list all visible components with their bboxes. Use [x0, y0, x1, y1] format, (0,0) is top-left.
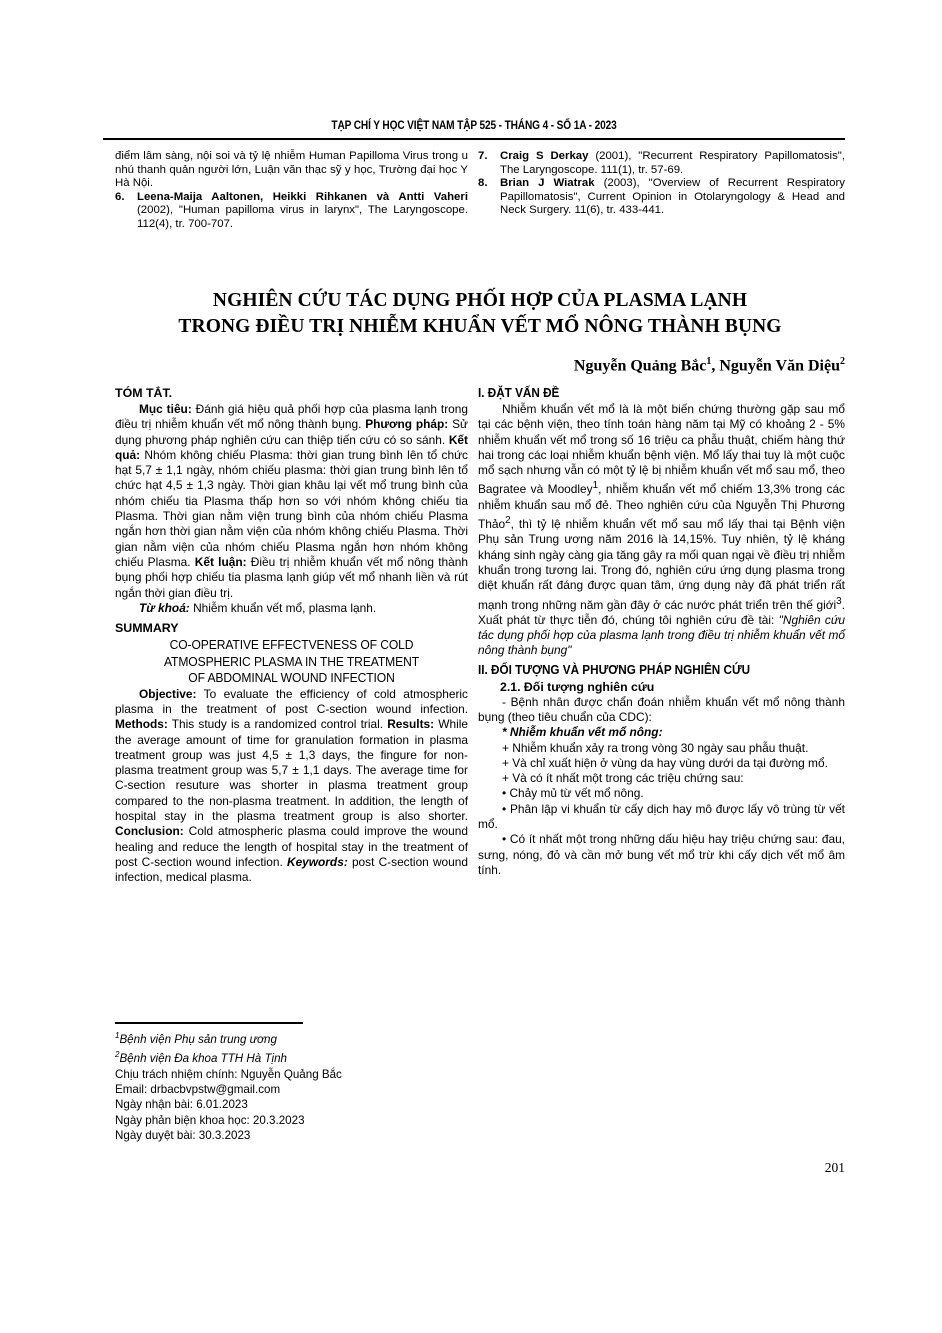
reference-item [478, 150, 845, 177]
right-column [478, 385, 845, 878]
reference-continuation: điểm lâm sàng, nội soi và tỷ lệ nhiễm Human Papilloma Virus trong u nhú thanh quản người lớn, Luận văn thạc sỹ y học, Trường đại học Y Hà Nội. [115, 150, 468, 190]
section-1-text-d: . Xuất phát từ thực tiễn đó, chúng tôi nghiên cứu đề tài: [478, 597, 845, 627]
criteria-bullet-item-2: • Phân lập vi khuẩn từ cấy dịch hay mô được lấy vô trùng từ vết mổ. [478, 801, 845, 832]
section-1-heading: I. ĐẶT VẤN ĐỀ [478, 386, 560, 400]
reference-number: 8. [478, 177, 488, 190]
citation-marker-3: 3 [836, 595, 842, 607]
criteria-plus-item-1: + Nhiễm khuẩn xảy ra trong vòng 30 ngày sau phẫu thuật. [502, 740, 809, 755]
text-objective-en: To evaluate the efficiency of cold atmospheric plasma in the treatment of post C-section wound infection. [115, 686, 468, 716]
text-conclusion-en: Cold atmospheric plasma could improve the wound healing and reduce the length of hospital stay in the treatment of post C-section wound infection. [115, 824, 468, 869]
abstract-vi-body [115, 402, 468, 601]
reference-detail: (2001), "Recurrent Respiratory Papillomatosis", The Laryngoscope. 111(1), tr. 57-69. [500, 150, 845, 176]
abstract-en-title [122, 637, 461, 687]
text-keywords-en: post C-section wound infection, medical plasma. [115, 854, 468, 885]
reference-number: 6. [115, 190, 125, 203]
reference-authors: Craig S Derkay [500, 150, 589, 162]
label-keywords-en: Keywords: [286, 854, 348, 869]
label-conclusion-en: Conclusion: [115, 824, 184, 839]
affiliation-2-text: Bệnh viện Đa khoa TTH Hà Tịnh [119, 1052, 287, 1066]
label-result-vi: Kết quả: [115, 432, 468, 462]
reference-item [478, 177, 845, 218]
author-name-1: Nguyễn Quảng Bắc [573, 357, 707, 375]
criteria-bullet-item-3: • Có ít nhất một trong những dấu hiệu hay triệu chứng sau: đau, sưng, nóng, đỏ và cần mở bung vết mổ trừ khi cấy dịch vết mổ âm tính. [478, 832, 845, 877]
article-title-line-1: NGHIÊN CỨU TÁC DỤNG PHỐI HỢP CỦA PLASMA LẠNH [212, 290, 748, 311]
reference-authors: Brian J Wiatrak [500, 177, 595, 190]
text-objective-vi: Đánh giá hiệu quả phối hợp của plasma lạnh trong điều trị nhiễm khuẩn vết mổ nông thành bụng. [115, 402, 468, 432]
reference-text [137, 191, 468, 232]
label-conclusion-vi: Kết luận: [194, 554, 247, 569]
text-methods-en: This study is a randomized control trial. [167, 717, 388, 732]
references-right [478, 150, 845, 218]
header-divider [103, 138, 845, 140]
affiliation-marker-1: 1 [115, 1031, 120, 1040]
abstract-en-heading: SUMMARY [115, 621, 179, 636]
section-1-text-a: Nhiễm khuẩn vết mổ là là một biến chứng thường gặp sau mổ tại các bệnh viện, theo tính toán hàng năm tại Mỹ có khoảng 2 - 5% nhiễm khuẩn vết mổ trong số 16 triệu ca phẫu thuật, chiếm hàng thứ hai trong các loại nhiễm khuẩn bệnh viện. Mổ lấy thai tuy là một cuộc mổ sạch nhưng vẫn có một tỷ lệ bị nhiễm khuẩn vết mổ sau mổ, theo Bagratee và Moodley [478, 402, 845, 497]
references-left [115, 150, 468, 232]
section-2-subheading: 2.1. Đối tượng nghiên cứu [500, 679, 655, 694]
author-name-2: Nguyễn Văn Diệu [719, 357, 840, 375]
abstract-en-title-line-1: CO-OPERATIVE EFFECTVENESS OF COLD [169, 638, 414, 653]
corresponding-email: Email: drbacbvpstw@gmail.com [115, 1082, 281, 1096]
text-conclusion-vi: Điều trị nhiễm khuẩn vết mổ nông thành bụng phối hợp chiếu tia plasma lạnh giúp vết mổ nhanh liền và rút ngắn thời gian điều trị. [115, 554, 468, 600]
label-keywords-vi: Từ khoá: [139, 600, 190, 615]
abstract-vi-heading: TÓM TẮT. [115, 386, 173, 400]
affiliation-1-text: Bệnh viện Phụ sản trung ương [119, 1032, 277, 1046]
citation-marker-1: 1 [592, 480, 599, 492]
reference-text [500, 177, 845, 218]
section-2-heading: II. ĐỐI TƯỢNG VÀ PHƯƠNG PHÁP NGHIÊN CỨU [478, 662, 751, 677]
left-column [115, 385, 468, 886]
footnote-block [115, 1028, 468, 1144]
text-results-en: While the average amount of time for granulation formation in plasma treatment group was just 4,5 ± 1,3 days, the fingure for non-plasma treatment group was 5,7 ± 1,1 days. The average time for C-section resuture was shorter in plasma treatment group compared to the non-plasma treatment. In addition, the length of hospital stay in the plasma treatment group is also shorter. [115, 717, 468, 824]
author-separator: , [711, 357, 720, 375]
reference-detail: (2003), "Overview of Recurrent Respiratory Papillomatosis", Current Opinion in Otolaryngology & Head and Neck Surgery. 11(6), tr. 433-441. [500, 177, 845, 217]
running-head: TẠP CHÍ Y HỌC VIỆT NAM TẬP 525 - THÁNG 4 - SỐ 1A - 2023 [331, 120, 617, 132]
study-title-quote: "Nghiên cứu tác dụng phối hợp của plasma lạnh trong điều trị nhiễm khuẩn vết mổ nông thành bụng" [478, 612, 845, 658]
article-title [130, 288, 830, 340]
article-title-line-2: TRONG ĐIỀU TRỊ NHIỄM KHUẨN VẾT MỔ NÔNG THÀNH BỤNG [178, 316, 782, 337]
abstract-en-title-line-3: OF ABDOMINAL WOUND INFECTION [188, 671, 395, 686]
received-date: Ngày nhận bài: 6.01.2023 [115, 1098, 248, 1112]
affiliation-1 [115, 1028, 468, 1047]
abstract-en-title-line-2: ATMOSPHERIC PLASMA IN THE TREATMENT [163, 654, 420, 669]
author-affiliation-marker-2: 2 [840, 356, 845, 367]
criteria-plus-item-3: + Và có ít nhất một trong các triệu chứng sau: [502, 771, 744, 786]
affiliation-marker-2: 2 [115, 1050, 120, 1060]
criteria-bullet-item-1: • Chảy mủ từ vết mổ nông. [502, 786, 644, 801]
reference-number: 7. [478, 150, 488, 162]
reference-authors: Leena-Maija Aaltonen, Heikki Rihkanen và Antti Vaheri [137, 190, 468, 203]
text-keywords-vi: Nhiễm khuẩn vết mổ, plasma lạnh. [189, 600, 377, 615]
author-line [380, 352, 845, 376]
text-result-vi: Nhóm không chiếu Plasma: thời gian trung bình lên tổ chức hạt 5,7 ± 1,1 ngày, nhóm chiếu plasma: thời gian trung bình lên tổ chức hạt 4,5 ± 1,3 ngày. Thời gian khâu lại vết mổ trung bình của nhóm chiếu tia Plasma thấp hơn so với nhóm không chiếu tia Plasma. Thời gian nằm viện trung bình của nhóm chiếu Plasma ngắn hơn thời gian nằm viện của nhóm không chiếu Plasma. Thời gian nằm viện của nhóm chiếu Plasma ngắn hơn nhóm không chiếu Plasma. [115, 447, 468, 569]
abstract-en-body [115, 687, 468, 886]
corresponding-author: Chịu trách nhiệm chính: Nguyễn Quảng Bắc [115, 1067, 342, 1081]
reference-item [115, 191, 468, 232]
reference-text [500, 150, 845, 177]
page-number: 201 [824, 1160, 845, 1175]
keywords-vi [115, 601, 468, 616]
label-results-en: Results: [387, 717, 435, 732]
criteria-dash-item: - Bệnh nhân được chẩn đoán nhiễm khuẩn vết mổ nông thành bụng (theo tiêu chuẩn của CDC): [478, 694, 845, 724]
label-method-vi: Phương pháp: [365, 417, 449, 432]
section-1-paragraph [478, 402, 845, 659]
text-method-vi: Sử dụng phương pháp nghiên cứu can thiệp tiến cứu có so sánh. [115, 417, 468, 447]
accepted-date: Ngày duyệt bài: 30.3.2023 [115, 1129, 251, 1143]
author-affiliation-marker-1: 1 [706, 356, 712, 367]
affiliation-2 [115, 1047, 468, 1066]
label-objective-en: Objective: [139, 686, 197, 701]
criteria-star-label: * Nhiễm khuẩn vết mổ nông: [502, 725, 663, 740]
criteria-plus-item-2: + Và chỉ xuất hiện ở vùng da hay vùng dưới da tại đường mổ. [502, 755, 828, 770]
reference-detail: (2002), "Human papilloma virus in larynx", The Laryngoscope. 112(4), tr. 700-707. [137, 204, 468, 230]
citation-marker-2: 2 [505, 515, 511, 527]
label-objective-vi: Mục tiêu: [139, 402, 192, 416]
section-1-text-b: , nhiễm khuẩn vết mổ chiếm 13,3% trong các nhiễm khuẩn sau mổ đẻ. Theo nghiên cứu của Nguyễn Thị Phương Thảo [478, 482, 845, 532]
reviewed-date: Ngày phản biện khoa học: 20.3.2023 [115, 1113, 305, 1127]
section-1-text-c: , thì tỷ lệ nhiễm khuẩn vết mổ sau mổ lấy thai tại Bệnh viện Phụ sản Trung ương năm 2016 là 14,15%. Tuy nhiên, tỷ lệ kháng kháng sinh ngày càng gia tăng gây ra mối quan ngại về điều trị nhiễm khuẩn trong tương lai. Trong đó, nghiên cứu ứng dụng plasma trong diệt khuẩn rất đáng được quan tâm, ứng dụng này đã phát triển rất mạnh trong những năm gần đây ở các nước phát triển trên thế giới [478, 517, 845, 612]
footnote-divider [115, 1022, 303, 1024]
label-methods-en: Methods: [115, 717, 168, 732]
